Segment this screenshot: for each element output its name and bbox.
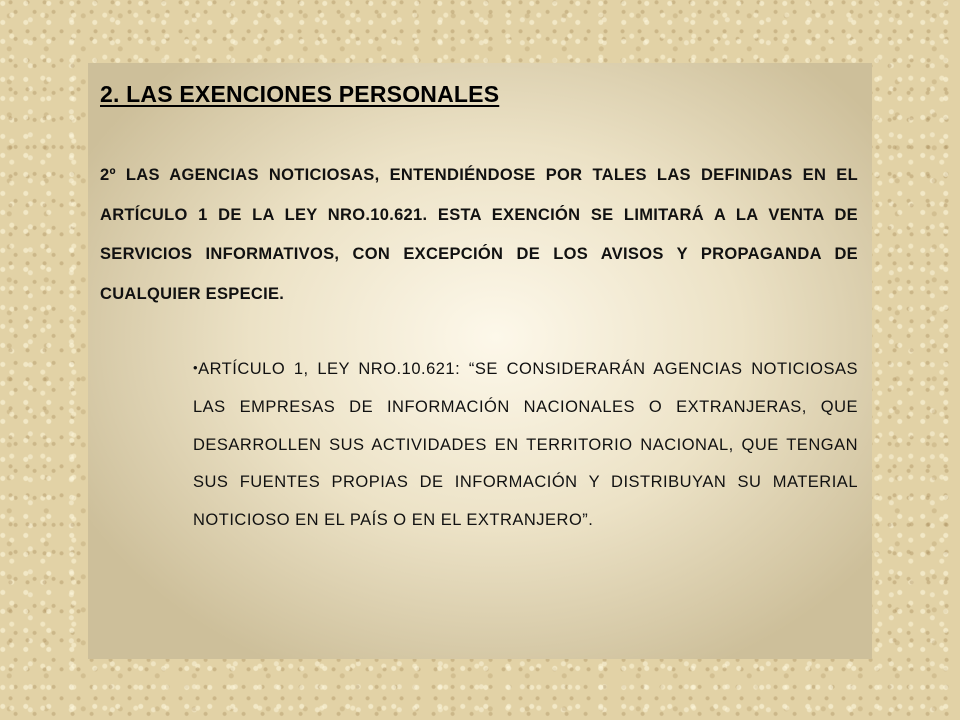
slide-panel <box>88 63 872 659</box>
bullet-icon: • <box>193 360 199 375</box>
article-quote-text: ARTÍCULO 1, LEY NRO.10.621: “SE CONSIDERARÁN AGENCIAS NOTICIOSAS LAS EMPRESAS DE INFORMACIÓN NACIONALES O EXTRANJERAS, QUE DESARROLLEN SUS ACTIVIDADES EN TERRITORIO NACIONAL, QUE TENGAN SUS FUENTES PROPIAS DE INFORMACIÓN Y DISTRIBUYAN SU MATERIAL NOTICIOSO EN EL PAÍS O EN EL EXTRANJERO”. <box>193 360 858 530</box>
article-quote <box>193 349 858 540</box>
exemption-paragraph: 2º LAS AGENCIAS NOTICIOSAS, ENTENDIÉNDOSE POR TALES LAS DEFINIDAS EN EL ARTÍCULO 1 DE LA LEY NRO.10.621. ESTA EXENCIÓN SE LIMITARÁ A LA VENTA DE SERVICIOS INFORMATIVOS, CON EXCEPCIÓN DE LOS AVISOS Y PROPAGANDA DE CUALQUIER ESPECIE. <box>100 166 858 303</box>
slide-title: 2. LAS EXENCIONES PERSONALES <box>100 81 500 107</box>
